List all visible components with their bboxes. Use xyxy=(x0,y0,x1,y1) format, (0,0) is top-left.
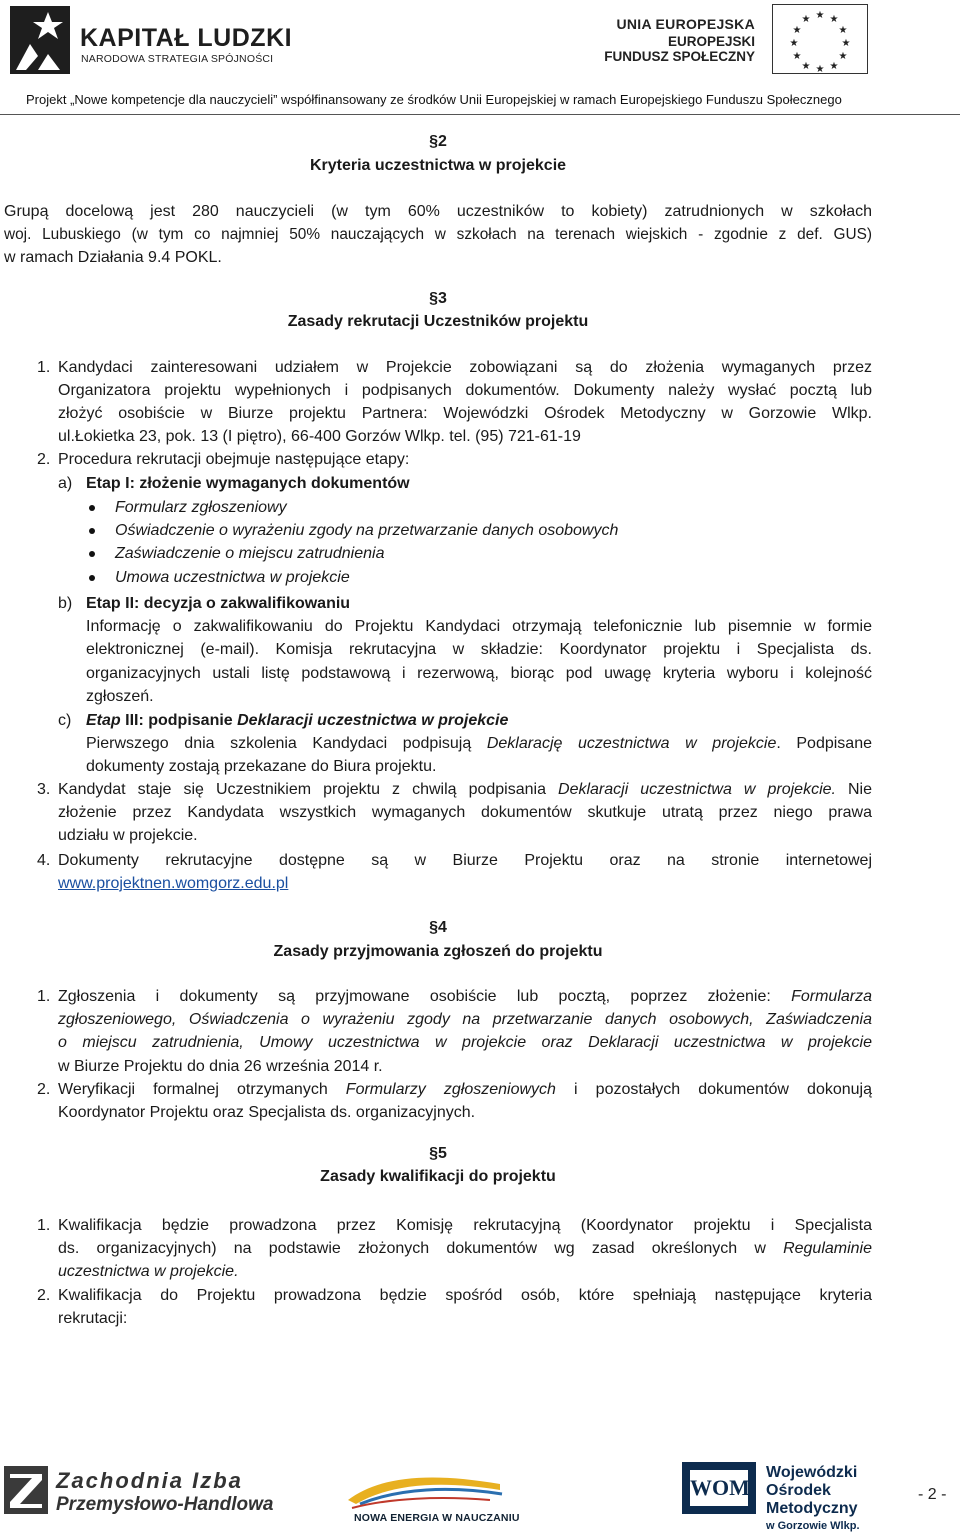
s3-c-title-etap: Etap xyxy=(86,712,121,729)
eu-label-line3: FUNDUSZ SPOŁECZNY xyxy=(604,49,755,64)
section-4-number: §4 xyxy=(429,919,447,936)
s5-p2-number: 2. xyxy=(37,1287,51,1304)
s5-p1-line-2 xyxy=(58,1237,872,1260)
s3-c-label: c) xyxy=(58,712,72,729)
s4-p2-line-2: Koordynator Projektu oraz Specjalista ds. organizacyjnych. xyxy=(58,1104,476,1121)
s3-c-line-2: dokumenty zostają przekazane do Biura projektu. xyxy=(86,758,437,775)
s3-p1-line-4: ul.Łokietka 23, pok. 13 (I piętro), 66-400 Gorzów Wlkp. tel. (95) 721-61-19 xyxy=(58,428,581,445)
wom-name-line1: Wojewódzki xyxy=(766,1464,858,1481)
bullet-icon xyxy=(89,528,95,534)
s3-a-title: Etap I: złożenie wymaganych dokumentów xyxy=(86,475,410,492)
project-note: Projekt „Nowe kompetencje dla nauczycieli” współfinansowany ze środków Unii Europejskiej w ramach Europejskiego Funduszu Społecznego xyxy=(26,92,842,107)
s4-p2-line-1-a: Weryfikacji formalnej otrzymanych xyxy=(58,1081,346,1098)
s3-b-line-4: zgłoszeń. xyxy=(86,688,154,705)
s5-p1-number: 1. xyxy=(37,1217,51,1234)
s4-p2-line-1 xyxy=(58,1078,872,1101)
section-5-number: §5 xyxy=(429,1145,447,1162)
header-divider xyxy=(0,114,960,115)
bullet-icon xyxy=(89,575,95,581)
s3-p3-line-1-c: Nie xyxy=(835,781,873,798)
s3-b-title: Etap II: decyzja o zakwalifikowaniu xyxy=(86,595,351,612)
s4-p1-line-3: o miejscu zatrudnienia, Umowy uczestnictwa w projekcie oraz Deklaracji uczestnictwa w projekcie xyxy=(58,1034,872,1051)
s3-a-item-2: Oświadczenie o wyrażeniu zgody na przetwarzanie danych osobowych xyxy=(115,522,619,539)
s4-p1-number: 1. xyxy=(37,988,51,1005)
bullet-icon xyxy=(89,505,95,511)
s3-p1-line-3: złożyć osobiście w Biurze projektu Partnera: Wojewódzki Ośrodek Metodyczny w Gorzowie Wlkp. xyxy=(58,405,872,422)
eu-label-line1: UNIA EUROPEJSKA xyxy=(616,16,755,32)
svg-text:★: ★ xyxy=(792,51,802,62)
svg-text:★: ★ xyxy=(829,61,839,72)
s3-p2-number: 2. xyxy=(37,451,51,468)
wom-name-line4: w Gorzowie Wlkp. xyxy=(766,1520,860,1532)
svg-text:★: ★ xyxy=(841,38,851,49)
s4-p1-line-1 xyxy=(58,985,872,1008)
s3-c-title-declaration: Deklaracji uczestnictwa w projekcie xyxy=(237,712,509,729)
page-footer xyxy=(0,1440,960,1537)
section-2-title: Kryteria uczestnictwa w projekcie xyxy=(309,157,567,174)
zachodnia-izba-logo xyxy=(4,1466,48,1514)
eu-label xyxy=(604,16,755,64)
section-2-line-2: woj. Lubuskiego (w tym co najmniej 50% nauczających w szkołach na terenach wiejskich - zgodnie z def. GUS) xyxy=(4,226,872,243)
s4-p1-line-1-b: Formularza xyxy=(791,988,872,1005)
s4-p1-line-4: w Biurze Projektu do dnia 26 września 2014 r. xyxy=(58,1058,383,1075)
eu-label-line2: EUROPEJSKI xyxy=(667,34,755,49)
s3-a-item-4: Umowa uczestnictwa w projekcie xyxy=(115,569,350,586)
s3-p3-line-2: złożenie przez Kandydata wszystkich wymaganych dokumentów skutkuje utratą przez niego prawa xyxy=(58,804,872,821)
svg-text:★: ★ xyxy=(829,14,839,25)
s3-p3-line-3: udziału w projekcie. xyxy=(58,827,198,844)
svg-text:★: ★ xyxy=(801,61,811,72)
svg-text:★: ★ xyxy=(789,38,799,49)
section-2-line-3: w ramach Działania 9.4 POKL. xyxy=(4,249,222,266)
s3-b-line-1: Informację o zakwalifikowaniu do Projektu Kandydaci otrzymają telefonicznie lub pisemnie w formie xyxy=(86,618,872,635)
wom-name-line2: Ośrodek xyxy=(766,1482,831,1499)
s3-p2-text: Procedura rekrutacji obejmuje następujące etapy: xyxy=(58,451,410,468)
s4-p1-line-2: zgłoszeniowego, Oświadczenia o wyrażeniu zgody na przetwarzanie danych osobowych, Zaświadczenia xyxy=(58,1011,872,1028)
section-3-title: Zasady rekrutacji Uczestników projektu xyxy=(287,313,589,330)
eu-flag-icon xyxy=(772,4,868,74)
s5-p1-line-2-a: ds. organizacyjnych) na podstawie złożonych dokumentów wg zasad określonych w xyxy=(58,1240,784,1257)
s5-p2-line-1: Kwalifikacja do Projektu prowadzona będzie spośród osób, które spełniają następujące kryteria xyxy=(58,1287,872,1304)
s3-p3-number: 3. xyxy=(37,781,51,798)
s5-p1-line-1: Kwalifikacja będzie prowadzona przez Komisję rekrutacyjną (Koordynator projektu i Specjalista xyxy=(58,1217,872,1234)
s3-b-line-3: organizacyjnych ustali listę podstawową i rezerwową, biorąc pod uwagę kryteria wyboru i kolejność xyxy=(86,665,872,682)
s4-p2-number: 2. xyxy=(37,1081,51,1098)
nowa-energia-logo xyxy=(340,1470,508,1516)
s3-p4-number: 4. xyxy=(37,852,51,869)
zachodnia-izba-line1: Zachodnia Izba xyxy=(56,1468,243,1493)
svg-text:★: ★ xyxy=(815,64,825,74)
kapital-ludzki-subtitle: NARODOWA STRATEGIA SPÓJNOŚCI xyxy=(81,53,274,65)
s3-c-title xyxy=(86,709,872,732)
nowa-energia-text: NOWA ENERGIA W NAUCZANIU xyxy=(354,1512,520,1524)
section-5-title: Zasady kwalifikacji do projektu xyxy=(320,1168,556,1185)
wom-abbreviation: WOM xyxy=(690,1475,750,1500)
s4-p2-line-1-b: Formularzy zgłoszeniowych xyxy=(345,1081,556,1098)
s4-p2-line-1-c: i pozostałych dokumentów dokonują xyxy=(555,1081,872,1098)
s3-p4-line-1: Dokumenty rekrutacyjne dostępne są w Biurze Projektu oraz na stronie internetowej xyxy=(58,852,872,869)
s3-p1-number: 1. xyxy=(37,359,51,376)
s3-c-title-mid: III: podpisanie xyxy=(120,712,238,729)
s3-p1-line-1: Kandydaci zainteresowani udziałem w Projekcie zobowiązani są do złożenia wymaganych przez xyxy=(58,359,872,376)
wom-name-line3: Metodyczny xyxy=(766,1500,858,1517)
s3-p3-line-1-b: Deklaracji uczestnictwa w projekcie. xyxy=(558,781,836,798)
section-2-number: §2 xyxy=(429,133,447,150)
s3-a-label: a) xyxy=(58,475,73,492)
s3-c-line-1 xyxy=(86,732,872,755)
svg-text:★: ★ xyxy=(792,25,802,36)
project-website-link[interactable]: www.projektnen.womgorz.edu.pl xyxy=(58,875,289,892)
s3-a-item-1: Formularz zgłoszeniowy xyxy=(115,499,287,516)
kapital-ludzki-title: KAPITAŁ LUDZKI xyxy=(80,24,293,52)
zachodnia-izba-line2: Przemysłowo-Handlowa xyxy=(56,1494,274,1515)
s4-p1-line-1-a: Zgłoszenia i dokumenty są przyjmowane osobiście lub pocztą, poprzez złożenie: xyxy=(58,988,792,1005)
s5-p1-line-3: uczestnictwa w projekcie. xyxy=(58,1263,239,1280)
section-3-number: §3 xyxy=(429,290,447,307)
page-header xyxy=(0,0,960,118)
s3-p1-line-2: Organizatora projektu wypełnionych i podpisanych dokumentów. Dokumenty należy wysłać pocztą lub xyxy=(58,382,872,399)
section-2-line-1: Grupą docelową jest 280 nauczycieli (w tym 60% uczestników to kobiety) zatrudnionych w szkołach xyxy=(4,203,872,220)
section-4-title: Zasady przyjmowania zgłoszeń do projektu xyxy=(273,943,603,960)
page-number: - 2 - xyxy=(918,1486,947,1503)
kapital-ludzki-logo xyxy=(8,4,72,76)
s3-c-line-1-b: Deklarację uczestnictwa w projekcie xyxy=(486,735,777,752)
s3-c-line-1-c: . Podpisane xyxy=(776,735,872,752)
s3-p3-line-1 xyxy=(58,778,872,801)
svg-text:★: ★ xyxy=(838,25,848,36)
s3-b-label: b) xyxy=(58,595,73,612)
bullet-icon xyxy=(89,551,95,557)
s5-p2-line-2: rekrutacji: xyxy=(58,1310,128,1327)
s3-c-line-1-a: Pierwszego dnia szkolenia Kandydaci podpisują xyxy=(86,735,487,752)
s3-b-line-2: elektronicznej (e-mail). Komisja rekrutacyjna w składzie: Koordynator projektu i Specjalista ds. xyxy=(86,641,872,658)
s5-p1-line-2-b: Regulaminie xyxy=(783,1240,872,1257)
svg-text:★: ★ xyxy=(801,14,811,25)
svg-text:★: ★ xyxy=(838,51,848,62)
s3-p3-line-1-a: Kandydat staje się Uczestnikiem projektu z chwilą podpisania xyxy=(58,781,559,798)
svg-text:★: ★ xyxy=(815,10,825,21)
s3-a-item-3: Zaświadczenie o miejscu zatrudnienia xyxy=(115,545,385,562)
